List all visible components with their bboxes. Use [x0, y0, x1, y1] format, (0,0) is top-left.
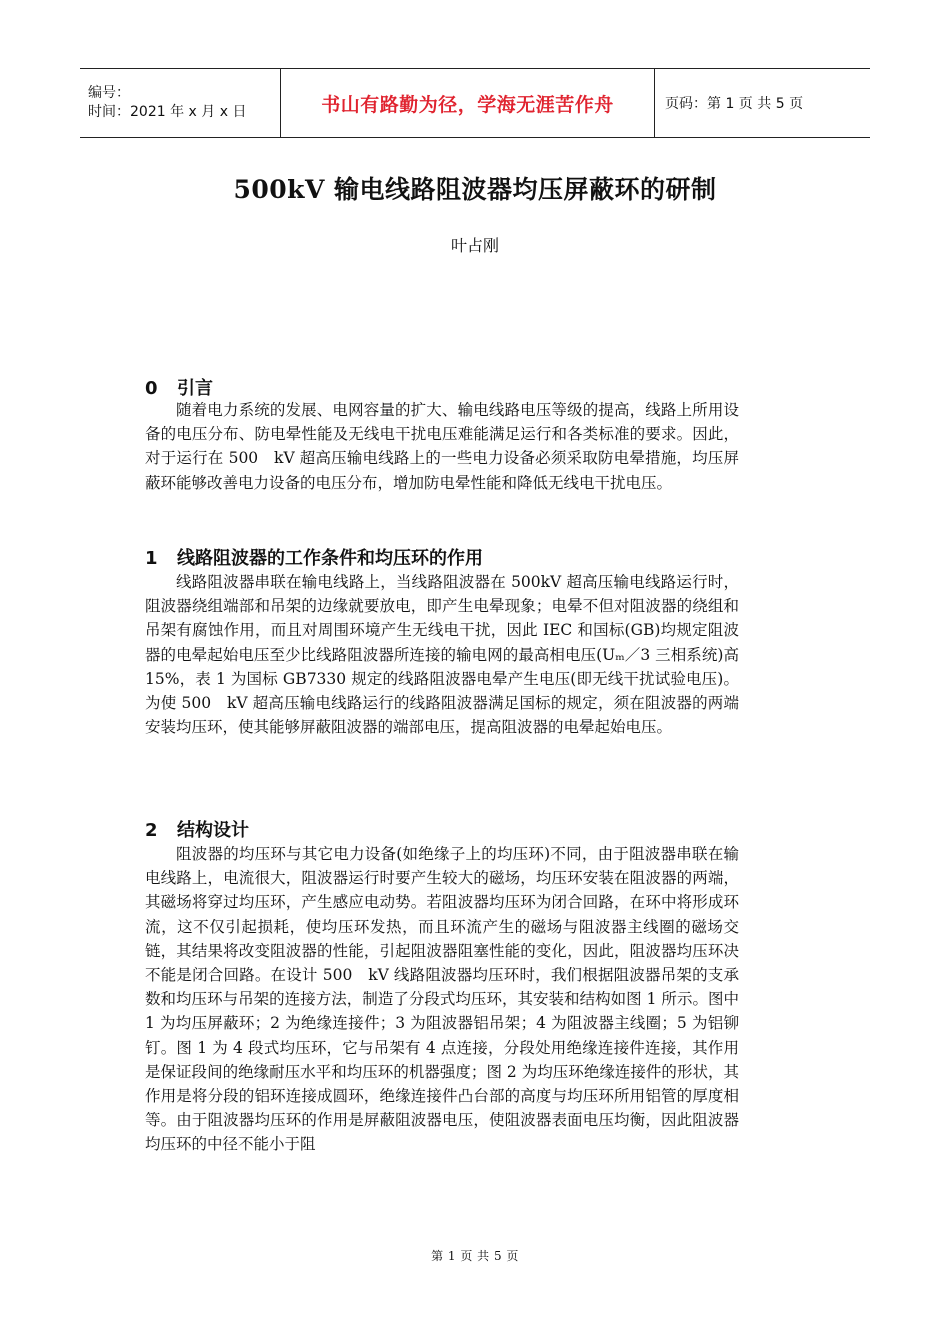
- section-body-0: [145, 398, 739, 495]
- section-heading-1: [145, 544, 483, 570]
- header-page-info: 页码：第 1 页 共 5 页: [665, 96, 804, 112]
- page-footer: 第 1 页 共 5 页: [431, 1249, 519, 1263]
- paragraph: 阻波器的均压环与其它电力设备(如绝缘子上的均压环)不同，由于阻波器串联在输电线路上，电流很大，阻波器运行时要产生较大的磁场，均压环安装在阻波器的两端，其磁场将穿过均压环，产生感应电动势。若阻波器均压环为闭合回路，在环中将形成环流，这不仅引起损耗，使均压环发热，而且环流产生的磁场与阻波器主线圈的磁场交链，其结果将改变阻波器的性能，引起阻波器阻塞性能的变化，因此，阻波器均压环决不能是闭合回路。在设计 500 kV 线路阻波器均压环时，我们根据阻波器吊架的支承数和均压环与吊架的连接方法，制造了分段式均压环，其安装和结构如图 1 所示。图中 1 为均压屏蔽环；2 为绝缘连接件；3 为阻波器铝吊架；4 为阻波器主线圈；5 为铝铆钉。图 1 为 4 段式均压环，它与吊架有 4 点连接，分段处用绝缘连接件连接，其作用是保证段间的绝缘耐压水平和均压环的机器强度；图 2 为均压环绝缘连接件的形状，其作用是将分段的铝环连接成圆环，绝缘连接件凸台部的高度与均压环所用铝管的厚度相等。由于阻波器均压环的作用是屏蔽阻波器电压，使阻波器表面电压均衡，因此阻波器均压环的中径不能小于阻: [145, 845, 739, 1154]
- paragraph: 随着电力系统的发展、电网容量的扩大、输电线路电压等级的提高，线路上所用设备的电压分布、防电晕性能及无线电干扰电压难能满足运行和各类标准的要求。因此，对于运行在 500 kV 超高压输电线路上的一些电力设备必须采取防电晕措施，均压屏蔽环能够改善电力设备的电压分布，增加防电晕性能和降低无线电干扰电压。: [145, 401, 739, 492]
- paragraph: 线路阻波器串联在输电线路上，当线路阻波器在 500kV 超高压输电线路运行时，阻波器绕组端部和吊架的边缘就要放电，即产生电晕现象；电晕不但对阻波器的绕组和吊架有腐蚀作用，而且对周围环境产生无线电干扰，因此 IEC 和国标(GB)均规定阻波器的电晕起始电压至少比线路阻波器所连接的输电网的最高相电压(Uₘ／3 三相系统)高 15%，表 1 为国标 GB7330 规定的线路阻波器电晕产生电压(即无线干扰试验电压)。为使 500 kV 超高压输电线路运行的线路阻波器满足国标的规定，须在阻波器的两端安装均压环，使其能够屏蔽阻波器的端部电压，提高阻波器的电晕起始电压。: [145, 573, 739, 737]
- date-line: 时间：2021 年 x 月 x 日: [88, 104, 247, 120]
- header-meta: [80, 69, 280, 137]
- document-header: [80, 68, 870, 138]
- section-number: 0: [145, 378, 158, 399]
- section-number: 2: [145, 820, 158, 841]
- section-title: 线路阻波器的工作条件和均压环的作用: [177, 548, 483, 569]
- document-author: 叶占刚: [450, 236, 499, 255]
- section-heading-2: [145, 816, 249, 842]
- number-label: 编号：: [88, 85, 130, 101]
- section-title: 引言: [177, 378, 213, 399]
- section-body-2: [145, 842, 739, 1157]
- section-heading-0: [145, 374, 213, 400]
- document-title: 500kV 输电线路阻波器均压屏蔽环的研制: [233, 175, 717, 204]
- header-motto: 书山有路勤为径，学海无涯苦作舟: [280, 69, 655, 137]
- section-body-1: [145, 570, 739, 739]
- section-number: 1: [145, 548, 158, 569]
- section-title: 结构设计: [177, 820, 249, 841]
